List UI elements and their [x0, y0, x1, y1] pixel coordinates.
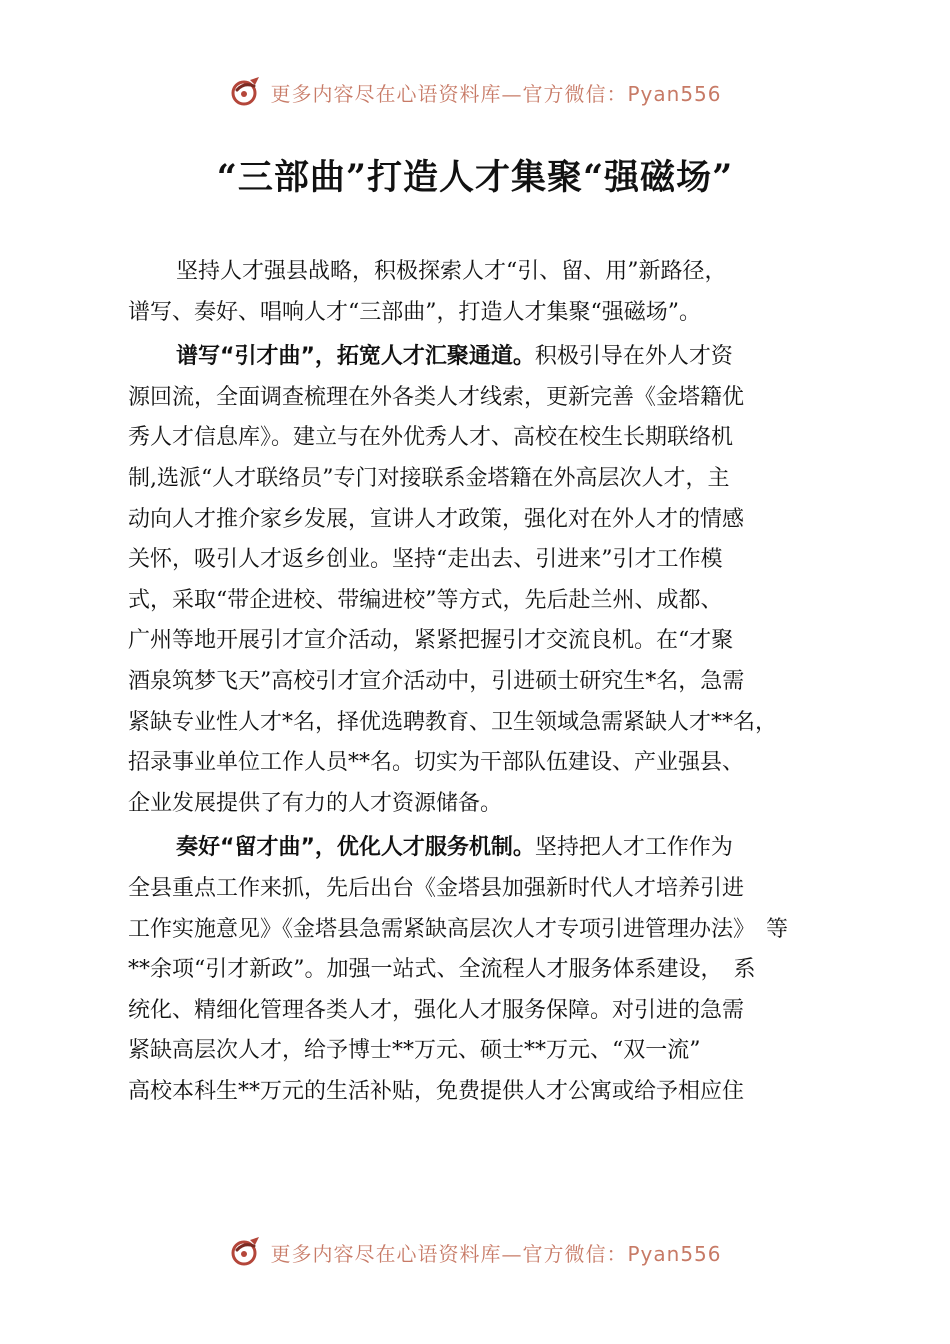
paragraph-line: 式，采取“带企进校、带编进校”等方式，先后赴兰州、成都、 [128, 587, 723, 613]
section2-first-line: 奏好“留才曲”，优化人才服务机制。坚持把人才工作作为 [176, 835, 733, 861]
paragraph-line: 紧缺高层次人才，给予博士**万元、硕士**万元、“双一流” [128, 1038, 701, 1064]
paragraph-line: 广州等地开展引才宣介活动，紧紧把握引才交流良机。在“才聚 [128, 628, 734, 654]
banner-text: 更多内容尽在心语资料库—官方微信：Pyan556 [270, 1241, 722, 1266]
article-body [128, 252, 840, 1112]
intro-line: 谱写、奏好、唱响人才“三部曲”，打造人才集聚“强磁场”。 [128, 299, 701, 325]
brand-logo-icon [228, 74, 264, 110]
header-banner [0, 72, 950, 112]
wechat-id: Pyan556 [627, 81, 722, 106]
paragraph-line: **余项“引才新政”。加强一站式、全流程人才服务体系建设， 系 [128, 957, 756, 983]
banner-text: 更多内容尽在心语资料库—官方微信：Pyan556 [270, 81, 722, 106]
paragraph-line: 关怀，吸引人才返乡创业。坚持“走出去、引进来”引才工作模 [128, 547, 723, 573]
paragraph-line: 秀人才信息库》。建立与在外优秀人才、高校在校生长期联络机 [128, 425, 734, 451]
brand-logo-icon [228, 1234, 264, 1270]
paragraph-line: 制,选派“人才联络员”专门对接联系金塔籍在外高层次人才，主 [128, 465, 730, 491]
paragraph-line: 工作实施意见》《金塔县急需紧缺高层次人才专项引进管理办法》 等 [128, 916, 789, 942]
paragraph-line: 招录事业单位工作人员**名。切实为干部队伍建设、产业强县、 [128, 750, 745, 776]
paragraph-line: 紧缺专业性人才*名，择优选聘教育、卫生领域急需紧缺人才**名， [128, 709, 778, 735]
footer-banner [0, 1232, 950, 1272]
article-title: “三部曲”打造人才集聚“强磁场” [216, 157, 734, 198]
wechat-id: Pyan556 [627, 1241, 722, 1266]
intro-line: 坚持人才强县战略，积极探索人才“引、留、用”新路径， [176, 259, 727, 284]
paragraph-line: 动向人才推介家乡发展，宣讲人才政策，强化对在外人才的情感 [128, 506, 745, 532]
paragraph-line: 酒泉筑梦飞天”高校引才宣介活动中，引进硕士研究生*名，急需 [128, 668, 745, 694]
section1-heading: 谱写“引才曲”，拓宽人才汇聚通道。 [176, 344, 535, 370]
paragraph-line: 高校本科生**万元的生活补贴，免费提供人才公寓或给予相应住 [128, 1078, 745, 1104]
section2-heading: 奏好“留才曲”，优化人才服务机制。 [176, 835, 535, 861]
paragraph-line: 统化、精细化管理各类人才，强化人才服务保障。对引进的急需 [128, 997, 745, 1023]
paragraph-line: 企业发展提供了有力的人才资源储备。 [128, 790, 503, 816]
section1-first-line: 谱写“引才曲”，拓宽人才汇聚通道。积极引导在外人才资 [176, 344, 733, 370]
paragraph-line: 全县重点工作来抓，先后出台《金塔县加强新时代人才培养引进 [128, 875, 745, 901]
paragraph-line: 源回流，全面调查梳理在外各类人才线索，更新完善《金塔籍优 [128, 384, 745, 410]
